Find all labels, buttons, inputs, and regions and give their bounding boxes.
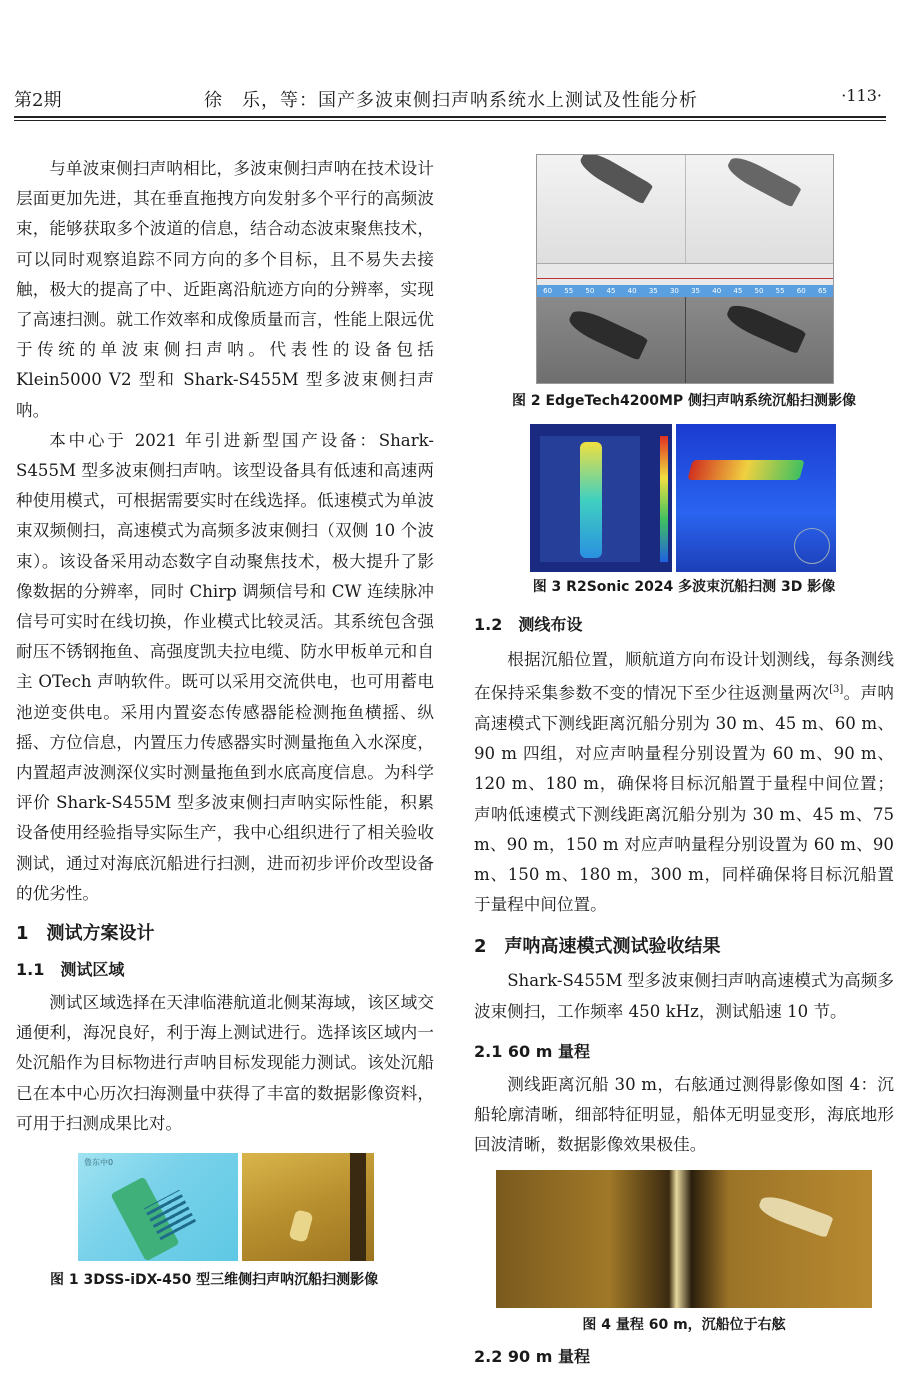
page-number: ·113·	[841, 86, 882, 105]
figure-4	[496, 1170, 872, 1308]
header-rule	[14, 116, 886, 118]
fig2-ship-port	[577, 155, 654, 205]
figure-1-caption: 图 1 3DSS-iDX-450 型三维侧扫声呐沉船扫测影像	[50, 1272, 379, 1289]
fig3-ship-3d	[687, 460, 804, 480]
fig2-scale-tick: 45	[733, 287, 743, 295]
fig2-scale-tick: 35	[648, 287, 658, 295]
fig3-3d-view	[676, 424, 836, 572]
fig4-ship-echo	[756, 1192, 833, 1238]
fig3-ship-plan	[580, 442, 602, 558]
figure-3-caption: 图 3 R2Sonic 2024 多波束沉船扫测 3D 影像	[532, 579, 836, 595]
running-header	[14, 80, 886, 116]
fig2-scale-tick: 60	[796, 287, 806, 295]
survey-lines-text-b: 。声呐高速模式下测线距离沉船分别为 30 m、45 m、60 m、90 m 四组，对应声呐量程分别设置为 60 m、90 m、120 m、180 m，确保将目标沉船置于量程中间位置；声呐低速模式下测线距离沉船分别为 30 m、45 m、75 m、90 m，150 m 对应声呐量程分别设置为 60 m、90 m、150 m、180 m，300 m，同样确保将目标沉船置于量程中间位置。	[474, 683, 895, 915]
fig1-watermark-text: 鲁东中0	[84, 1158, 114, 1168]
figure-3	[530, 424, 836, 572]
header-rule-thin	[14, 120, 886, 121]
fig2-scale-tick: 45	[606, 287, 616, 295]
fig2-scale-tick: 50	[754, 287, 764, 295]
paragraph-shark-device: 本中心于 2021 年引进新型国产设备：Shark-S455M 型多波束侧扫声呐。该型设备具有低速和高速两种使用模式，可根据需要实时在线选择。低速模式为单波束双频侧扫，高速模式为高频多波束侧扫（双侧 10 个波束）。该设备采用动态数字自动聚焦技术，极大提升了影像数据的分辨率，同时 Chirp 调频信号和 CW 连续脉冲信号可实时在线切换，作业模式比较灵活。其系统包含强耐压不锈钢拖鱼、高强度凯夫拉电缆、防水甲板单元和自主 OTech 声呐软件。既可以采用交流供电，也可用蓄电池逆变供电。采用内置姿态传感器能检测拖鱼横摇、纵摇、方位信息，内置压力传感器实时测量拖鱼入水深度，内置超声波测深仪实时测量拖鱼到水底高度信息。为科学评价 Shark-S455M 型多波束侧扫声呐实际性能，积累设备使用经验指导实际生产，我中心组织进行了相关验收测试，通过对海底沉船进行扫测，进而初步评价改型设备的优劣性。	[16, 430, 434, 903]
fig2-scale-tick: 40	[712, 287, 722, 295]
survey-lines-text-a: 根据沉船位置，顺航道方向布设计划测线，每条测线在保持采集参数不变的情况下至少往返测量两次	[474, 650, 894, 703]
paragraph-test-area: 测试区域选择在天津临港航道北侧某海域，该区域交通便利，海况良好，利于海上测试进行。选择该区域内一处沉船作为目标物进行声呐目标发现能力测试。该处沉船已在本中心历次扫海测量中获得了丰富的数据影像资料，可用于扫测成果比对。	[16, 993, 434, 1133]
fig2-scale-tick: 60	[543, 287, 553, 295]
fig2-scale-tick: 35	[691, 287, 701, 295]
fig2-trace-line	[537, 278, 833, 279]
fig2-ship-starboard	[724, 155, 801, 208]
fig1-nadir-strip	[350, 1153, 366, 1261]
fig2-scale-tick: 65	[817, 287, 827, 295]
figure-1	[78, 1153, 374, 1261]
fig1-3d-image-left	[78, 1153, 238, 1261]
fig2-scale-tick: 55	[775, 287, 785, 295]
fig2-trace-band	[537, 263, 833, 286]
fig2-lower-ship-port	[566, 305, 649, 361]
fig2-scale-tick: 40	[627, 287, 637, 295]
left-column	[16, 154, 434, 1289]
fig3-compass-icon	[794, 528, 830, 564]
citation-ref-3: [3]	[829, 684, 844, 696]
section-2-heading: 2 声呐高速模式测试验收结果	[474, 936, 721, 958]
section-2-1-heading: 2.1 60 m 量程	[474, 1041, 590, 1061]
fig1-ship-echo	[288, 1209, 313, 1243]
paragraph-60m-result: 测线距离沉船 30 m，右舷通过测得影像如图 4：沉船轮廓清晰，细部特征明显，船体无明显变形，海底地形回波清晰，数据影像效果极佳。	[474, 1074, 894, 1155]
fig2-lower-ship-starboard	[724, 300, 807, 354]
fig2-scale-tick: 55	[564, 287, 574, 295]
fig2-range-scale	[537, 285, 833, 297]
fig1-sonar-image-right	[242, 1153, 374, 1261]
figure-2-caption: 图 2 EdgeTech4200MP 侧扫声呐系统沉船扫测影像	[511, 393, 857, 409]
right-column	[474, 154, 894, 1367]
paragraph-high-speed-mode: Shark-S455M 型多波束侧扫声呐高速模式为高频多波束侧扫，工作频率 450 kHz，测试船速 10 节。	[474, 971, 894, 1021]
fig2-upper-sonar	[537, 155, 833, 263]
fig2-scale-tick: 30	[669, 287, 679, 295]
figure-4-caption: 图 4 量程 60 m，沉船位于右舷	[582, 1317, 786, 1334]
issue-number: 第2期	[14, 90, 62, 111]
section-1-heading: 1 测试方案设计	[16, 923, 155, 945]
figure-2	[536, 154, 834, 384]
fig2-lower-sonar	[537, 297, 833, 383]
fig2-divider	[685, 155, 686, 263]
section-1-1-heading: 1.1 测试区域	[16, 960, 125, 980]
fig2-lower-divider	[685, 297, 686, 383]
paragraph-survey-lines	[474, 645, 894, 920]
fig2-scale-tick: 50	[585, 287, 595, 295]
section-1-2-heading: 1.2 测线布设	[474, 615, 583, 634]
section-2-2-heading: 2.2 90 m 量程	[474, 1347, 590, 1367]
fig3-color-scale	[660, 436, 668, 562]
fig3-plan-view	[530, 424, 672, 572]
running-title: 徐 乐，等：国产多波束侧扫声呐系统水上测试及性能分析	[204, 90, 698, 111]
paragraph-multibeam-intro: 与单波束侧扫声呐相比，多波束侧扫声呐在技术设计层面更加先进，其在垂直拖拽方向发射多个平行的高频波束，能够获取多个波道的信息，结合动态波束聚焦技术，可以同时观察追踪不同方向的多个目标，且不易失去接触，极大的提高了中、近距离沿航迹方向的分辨率，实现了高速扫测。就工作效率和成像质量而言，性能上限远优于传统的单波束侧扫声呐。代表性的设备包括 Klein5000 V2 型和 Shark-S455M 型多波束侧扫声呐。	[16, 159, 434, 420]
